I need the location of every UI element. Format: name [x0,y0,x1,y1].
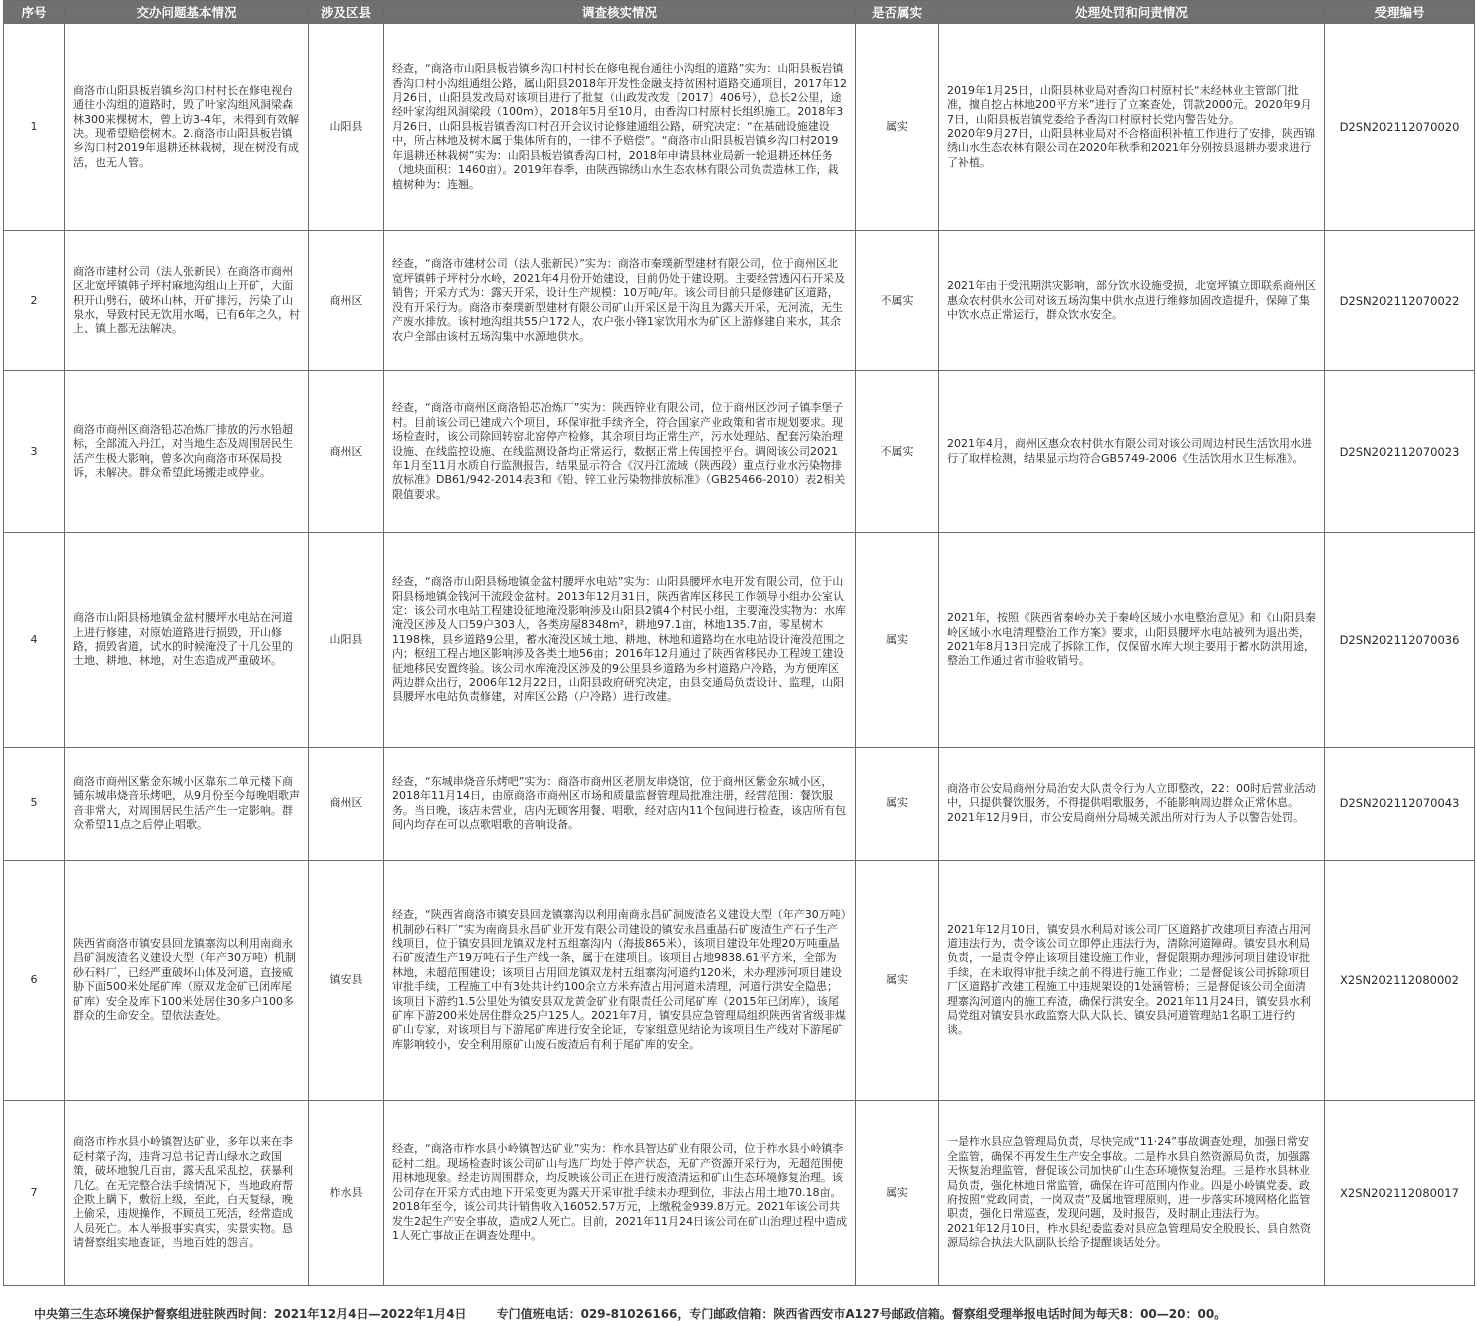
cell-investigation: 经查，“商洛市山阳县板岩镇乡沟口村村长在修电视台通往小沟组的道路”实为：山阳县板岩镇香沟口村小沟组通组公路，属山阳县2018年开发性金融支持贫困村道路交通项目，2017年12月26日，山阳县发改局对该项目进行了批复（山政发改发〔2017〕406号），总长2公里，途经叶家沟组风洞梁段（100m），2018年5月至10月，由香沟口村原村长组织施工。2018年3月26日，山阳县板岩镇香沟口村召开会议讨论修建通组公路，研究决定：“在基础设施建设中，所占林地及树木属于集体所有的，一律不予赔偿”。“商洛市山阳县板岩镇乡沟口村2019年退耕还林栽树”实为：山阳县板岩镇香沟口村，2018年申请县林业局新一轮退耕还林任务（地块面积：1460亩）。2019年春季，由陕西锦绣山水生态农林有限公司负责造林工作，栽植树种为：连翘。 [384,24,856,231]
cell-no: 4 [4,533,65,747]
header-handling: 处理处罚和问责情况 [939,1,1325,24]
header-district: 涉及区县 [309,1,384,24]
cell-no: 5 [4,747,65,860]
cell-investigation: 经查，“商洛市建材公司（法人张新民）”实为：商洛市秦璞新型建材有限公司，位于商州区北宽坪镇韩子坪村分水岭，2021年4月份开始建设，目前仍处于建设期。主要经营透闪石开采及销售；开采方式为：露天开采，设计生产规模：10万吨/年。该公司目前只是修建矿区道路，没有开采行为。商洛市秦璞新型建材有限公司矿山开采区是干沟且为露天开采，无河流，无生产废水排放。该村地沟组共55户172人，农户张小锋1家饮用水为矿区上游修建自来水，其余农户全部由该村五场沟集中水源地供水。 [384,231,856,371]
cell-handling: 2021年，按照《陕西省秦岭办关于秦岭区域小水电整治意见》和《山阳县秦岭区域小水电清理整治工作方案》要求，山阳县腰坪水电站被列为退出类，2021年8月13日完成了拆除工作，仅保留水库大坝主要用于蓄水防洪用途，整治工作通过省市验收销号。 [939,533,1325,747]
header-investigation: 调查核实情况 [384,1,856,24]
cell-handling: 商洛市公安局商州分局治安大队责令行为人立即整改，22：00时后营业活动中，只提供餐饮服务，不得提供唱歌服务，不能影响周边群众正常休息。 2021年12月9日，市公安局商州分局城关派出所对行为人予以警告处罚。 [939,747,1325,860]
table-row [4,1100,1475,1285]
footer-time: 中央第三生态环境保护督察组进驻陕西时间：2021年12月4日—2022年1月4日 [34,1307,467,1321]
cell-problem: 商洛市商州区商洛铅芯冶炼厂排放的污水铅超标，全部流入丹江，对当地生态及周围居民生活产生极大影响，曾多次向商洛市环保局投诉，未解决。群众希望此场搬走或停业。 [65,371,309,533]
header-problem: 交办问题基本情况 [65,1,309,24]
cell-no: 1 [4,24,65,231]
table-row [4,860,1475,1100]
cell-problem: 商洛市山阳县板岩镇乡沟口村村长在修电视台通往小沟组的道路时，毁了叶家沟组风洞梁森林300来棵树木，曾上访3-4年，未得到有效解决。现希望赔偿树木。2.商洛市山阳县板岩镇乡沟口村2019年退耕还林栽树，现在树没有成活，也无人管。 [65,24,309,231]
cell-problem: 商洛市山阳县杨地镇金盆村腰坪水电站在河道上进行修建，对原始道路进行损毁，开山修路，损毁省道，试水的时候淹没了十几公里的土地、耕地、林地，对生态造成严重破坏。 [65,533,309,747]
table-row [4,747,1475,860]
cell-code: X2SN202112080002 [1325,860,1475,1100]
cell-no: 2 [4,231,65,371]
cell-no: 3 [4,371,65,533]
table-row [4,231,1475,371]
cell-handling: 2021年由于受汛期洪灾影响，部分饮水设施受损，北宽坪镇立即联系商州区惠众农村供水公司对该五场沟集中供水点进行维修加固改造提升，保障了集中饮水点正常运行，群众饮水安全。 [939,231,1325,371]
table-row [4,533,1475,747]
cell-district: 柞水县 [309,1100,384,1285]
cell-investigation: 经查，“商洛市商州区商洛铅芯冶炼厂”实为：陕西锌业有限公司，位于商州区沙河子镇李堡子村。目前该公司已建成六个项目，环保审批手续齐全，符合国家产业政策和省市规划要求。现场检查时，该公司除回转窑北窑停产检修，其余项目均正常生产，污水处理站、配套污染治理设施、在线监控设施、在线监测设备均正常运行，数据正常上传国控平台。调阅该公司2021年1月至11月水质自行监测报告，结果显示符合《汉丹江流域（陕西段）重点行业水污染物排放标准》DB61/942-2014表3和《铅、锌工业污染物排放标准》（GB25466-2010）表2相关限值要求。 [384,371,856,533]
cell-code: D2SN202112070043 [1325,747,1475,860]
table-header-row [4,1,1475,24]
cell-investigation: 经查，“商洛市山阳县杨地镇金盆村腰坪水电站”实为：山阳县腰坪水电开发有限公司，位于山阳县杨地镇金钱河干流段金盆村。2013年12月31日，陕西省库区移民工作领导小组办公室认定：该公司水电站工程建设征地淹没影响涉及山阳县2镇4个村民小组，主要淹没实物为：水库淹没区涉及人口59户303人，各类房屋8348m²，耕地97.1亩，林地135.7亩，零星树木1198株，县乡道路9公里，蓄水淹没区域土地、耕地、林地和道路均在水电站设计淹没范围之内；枢纽工程占地区影响涉及各类土地56亩；2016年12月通过了陕西省移民办工程竣工建设征地移民安置终验。该公司水库淹没区涉及的9公里县乡道路为乡村道路户冷路，为方便库区两边群众出行，2006年12月22日，山阳县政府研究决定，由县交通局负责设计、监理，山阳县腰坪水电站负责修建，对库区公路（户冷路）进行改建。 [384,533,856,747]
cell-problem: 商洛市商州区紫金东城小区靠东二单元楼下商铺东城串烧音乐烤吧，从9月份至今每晚唱歌声音非常大，对周围居民生活产生一定影响。群众希望11点之后停止唱歌。 [65,747,309,860]
cell-problem: 商洛市建材公司（法人张新民）在商洛市商州区北宽坪镇韩子坪村麻地沟组山上开矿，大面积开山劈石，破坏山林，开矿排污，污染了山泉水，导致村民无饮用水喝，已有6年之久，村上、镇上都无法解决。 [65,231,309,371]
cell-handling: 2019年1月25日，山阳县林业局对香沟口村原村长“未经林业主管部门批准，擅自挖占林地200平方米”进行了立案查处，罚款2000元。2020年9月7日，山阳县板岩镇党委给予香沟口村原村长党内警告处分。 2020年9月27日，山阳县林业局对不合格面积补植工作进行了安排，陕西锦绣山水生态农林有限公司在2020年秋季和2021年分别按县退耕办要求进行了补植。 [939,24,1325,231]
header-code: 受理编号 [1325,1,1475,24]
cell-district: 商州区 [309,747,384,860]
table-row [4,24,1475,231]
cell-code: D2SN202112070023 [1325,371,1475,533]
header-verified: 是否属实 [856,1,939,24]
cell-investigation: 经查，“东城串烧音乐烤吧”实为：商洛市商州区老朋友串烧馆，位于商州区紫金东城小区，2018年11月14日，由原商洛市商州区市场和质量监督管理局批准注册，经营范围：餐饮服务。当日晚，该店未营业，店内无顾客用餐、唱歌，经对店内11个包间进行检查，该店所有包间内均存在可以点歌唱歌的音响设备。 [384,747,856,860]
cell-investigation: 经查，“陕西省商洛市镇安县回龙镇寨沟以利用南商永昌矿洞废渣名义建设大型（年产30万吨）机制砂石料厂”实为南商县永昌矿业开发有限公司建设的镇安永昌重晶石矿废渣生产石子生产线项目，位于镇安县回龙镇双龙村五组寨沟内（海拔865米），该项目建设年处理20万吨重晶石矿废渣生产19万吨石子生产线一条，属于在建项目。该项目占地9838.61平方米，全部为林地，未超范围建设；该项目占用回龙镇双龙村五组寨沟河道约120米，未办理涉河项目建设审批手续，工程施工中有3处共计约100余立方米弃渣占用河道未清理，河道行洪安全隐患；该项目下游约1.5公里处为镇安县双龙黄金矿业有限责任公司尾矿库（2015年已闭库），该尾矿库下游200米处居住群众25户125人。2021年7月，镇安县应急管理局组织陕西省省级非煤矿山专家，对该项目与下游尾矿库进行安全论证，专家组意见结论为该项目生产线对下游尾矿库影响较小，安全利用原矿山废石废渣后有利于尾矿库的安全。 [384,860,856,1100]
cell-verified: 属实 [856,1100,939,1285]
cell-verified: 属实 [856,860,939,1100]
cell-problem: 商洛市柞水县小岭镇智达矿业，多年以来在李砭村菜子沟，违背习总书记青山绿水之政国策，破坏地貌几百亩，露天乱采乱挖，获暴利几亿。在无完整合法手续情况下，当地政府帮企欺上瞒下，敷衍上级，至此，白天复绿，晚上偷采，违规操作，不顾员工死活，经常造成人员死亡。本人举报事实真实，实景实物。恳请督察组实地查证，当地百姓的怨言。 [65,1100,309,1285]
cases-table [3,0,1475,1286]
cell-verified: 不属实 [856,371,939,533]
cell-verified: 属实 [856,24,939,231]
cell-district: 商州区 [309,231,384,371]
cell-investigation: 经查，“商洛市柞水县小岭镇智达矿业”实为：柞水县智达矿业有限公司，位于柞水县小岭镇李砭村二组。现场检查时该公司矿山与选厂均处于停产状态，无矿产资源开采行为，无超范围使用林地现象。经走访周围群众，均反映该公司正在进行废渣清运和矿山生态环境修复治理。该公司存在开采方式由地下开采变更为露天开采审批手续未办理到位，非法占用土地70.18亩。2018年至今，该公司共计销售收入16052.57万元，上缴税金939.8万元。2021年该公司共发生2起生产安全事故，造成2人死亡。目前，2021年11月24日该公司在矿山治理过程中造成1人死亡事故正在调查处理中。 [384,1100,856,1285]
footer-info [34,1305,1226,1322]
cell-handling: 2021年12月10日，镇安县水利局对该公司厂区道路扩改建项目弃渣占用河道违法行为，责令该公司立即停止违法行为，清除河道障碍。镇安县水利局负责，一是责令停止该项目建设施工作业，督促限期办理涉河项目建设审批手续，在未取得审批手续之前不得进行施工作业；二是督促该公司拆除项目厂区道路扩改建工程施工中违规架设的1处涵管桥；三是督促该公司全面清理寨沟河道内的施工弃渣，确保行洪安全。2021年11月24日，镇安县水利局党组对镇安县水政监察大队大队长、镇安县河道管理站1名职工进行约谈。 [939,860,1325,1100]
cell-problem: 陕西省商洛市镇安县回龙镇寨沟以利用南商永昌矿洞废渣名义建设大型（年产30万吨）机制砂石料厂，已经严重破坏山体及河道，直接威胁下面500米处尾矿库（原双龙金矿已闭库尾矿库）安全及库下100米处居住30多户100多群众的生命安全。望依法查处。 [65,860,309,1100]
cell-code: D2SN202112070036 [1325,533,1475,747]
cell-code: X2SN202112080017 [1325,1100,1475,1285]
cell-verified: 属实 [856,533,939,747]
cell-code: D2SN202112070020 [1325,24,1475,231]
cell-district: 山阳县 [309,533,384,747]
cell-verified: 属实 [856,747,939,860]
cell-verified: 不属实 [856,231,939,371]
cell-handling: 一是柞水县应急管理局负责，尽快完成“11·24”事故调查处理，加强日常安全监管，确保不再发生生产安全事故。二是柞水县自然资源局负责，加强露天恢复治理监管，督促该公司加快矿山生态环境恢复治理。三是柞水县林业局负责，强化林地日常监管，确保在许可范围内作业。四是小岭镇党委、政府按照“党政同责，一岗双责”及属地管理原则，进一步落实环境网格化监管职责，强化日常巡查，发现问题，及时报告，及时制止违法行为。 2021年12月10日，柞水县纪委监委对县应急管理局安全股股长、县自然资源局综合执法大队副队长给予提醒谈话处分。 [939,1100,1325,1285]
footer-contact: 专门值班电话：029-81026166，专门邮政信箱：陕西省西安市A127号邮政信箱。督察组受理举报电话时间为每天8：00—20：00。 [496,1307,1227,1321]
cell-handling: 2021年4月，商州区惠众农村供水有限公司对该公司周边村民生活饮用水进行了取样检测，结果显示均符合GB5749-2006《生活饮用水卫生标准》。 [939,371,1325,533]
header-no: 序号 [4,1,65,24]
cell-no: 6 [4,860,65,1100]
table-row [4,371,1475,533]
cell-code: D2SN202112070022 [1325,231,1475,371]
cell-district: 山阳县 [309,24,384,231]
cell-no: 7 [4,1100,65,1285]
cell-district: 镇安县 [309,860,384,1100]
cell-district: 商州区 [309,371,384,533]
